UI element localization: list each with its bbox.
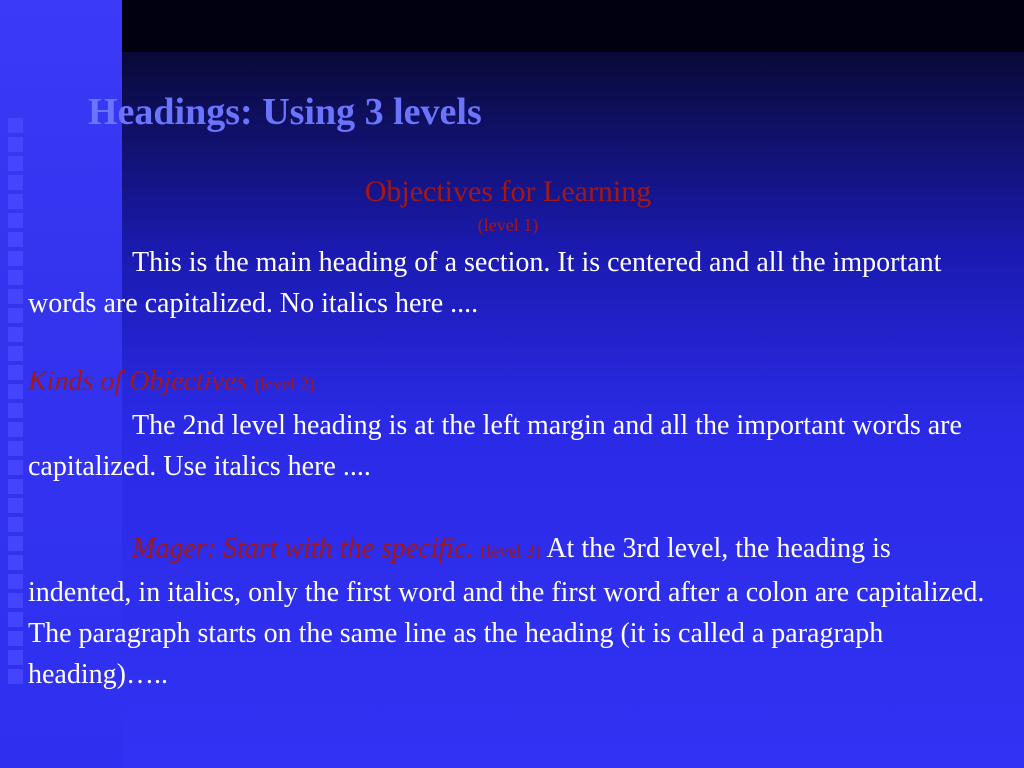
level1-heading: Objectives for Learning — [364, 175, 652, 208]
level2-paragraph-text: The 2nd level heading is at the left margin and all the important words are capitalized. Use italics here .... — [28, 410, 962, 482]
level2-tag: (level 2) — [254, 374, 315, 394]
level2-heading-text: Kinds of Objectives — [28, 366, 248, 397]
level3-heading: Mager: Start with the specific. — [132, 533, 474, 564]
top-dark-band — [122, 0, 1024, 52]
level2-paragraph — [28, 405, 988, 487]
level2-heading — [28, 366, 315, 398]
level1-paragraph-text: This is the main heading of a section. It is centered and all the important words are capitalized. No italics here .... — [28, 247, 942, 319]
slide-title: Headings: Using 3 levels — [88, 91, 482, 133]
level3-paragraph — [28, 528, 988, 695]
level1-paragraph — [28, 242, 988, 324]
level3-paragraph-text: At the 3rd level, the heading is indented, in italics, only the first word and the first word after a colon are capitalized. The paragraph starts on the same line as the heading (it is called a paragraph heading)….. — [28, 533, 985, 690]
level3-tag: (level 3) — [480, 541, 541, 561]
level1-tag: (level 1) — [477, 215, 539, 235]
